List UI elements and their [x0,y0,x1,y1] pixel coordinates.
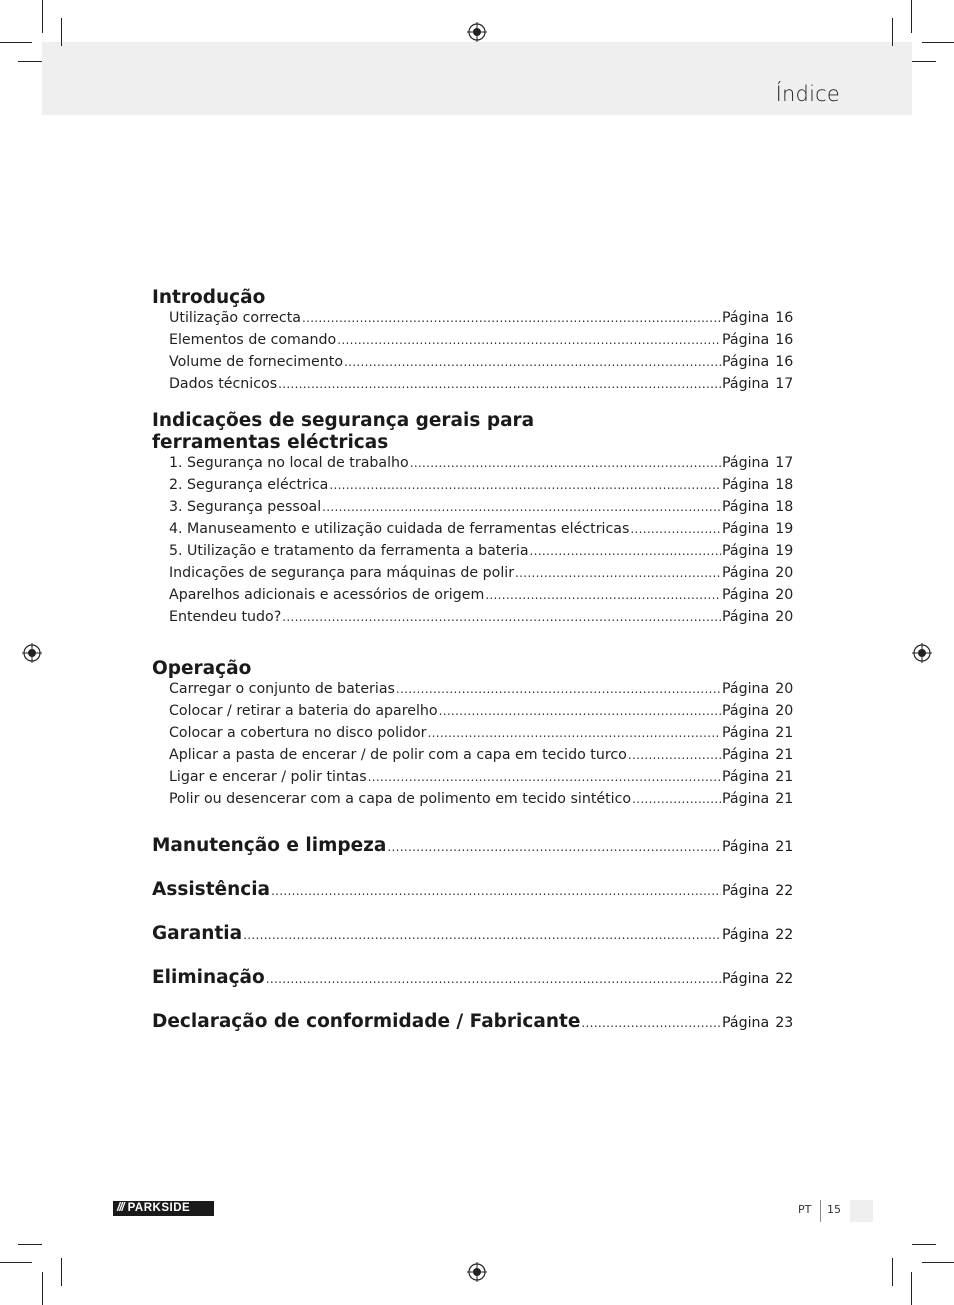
page-word: Página [722,310,770,326]
entry-label: Carregar o conjunto de baterias [169,681,395,697]
crop-mark [911,1272,912,1305]
toc-entry[interactable] [152,791,798,813]
page-number: 22 [775,883,794,899]
crop-mark [61,1258,62,1286]
footer-divider [820,1200,821,1222]
toc-entry[interactable] [152,681,798,703]
toc-entry[interactable] [152,354,798,376]
dot-leader [396,682,721,696]
entry-label: Entendeu tudo? [169,609,282,625]
toc-entry[interactable] [152,769,798,791]
entry-label: Dados técnicos [169,376,278,392]
toc-entry[interactable] [152,587,798,609]
toc-entry-manutencao[interactable] [152,835,798,879]
section-title: Indicações de segurança gerais para [152,410,535,431]
crop-mark [912,1244,936,1245]
section-title: Garantia [152,923,243,944]
dot-leader [439,704,721,718]
logo-slashes: /// [117,1202,124,1214]
toc-entry[interactable] [152,477,798,499]
parkside-logo [113,1201,214,1216]
page-word: Página [722,609,770,625]
dot-leader [368,770,721,784]
toc-section-introducao [152,287,798,410]
page-number: 21 [775,791,794,807]
entry-label: 5. Utilização e tratamento da ferramenta a bateria [169,543,529,559]
toc-entry[interactable] [152,332,798,354]
entry-label: Aparelhos adicionais e acessórios de origem [169,587,485,603]
dot-leader [271,884,721,898]
crop-mark [922,42,954,43]
dot-leader [530,544,721,558]
page-number: 20 [775,565,794,581]
page-word: Página [722,477,770,493]
registration-mark-icon [912,643,932,663]
crop-mark [18,61,42,62]
crop-mark [922,1262,954,1263]
toc-entry-eliminacao[interactable] [152,967,798,1011]
toc-entry[interactable] [152,725,798,747]
section-title: Operação [152,658,252,679]
page-word: Página [722,703,770,719]
crop-mark [42,0,43,33]
toc-section-seguranca [152,410,798,658]
page-number: 21 [775,747,794,763]
page-word: Página [722,1015,770,1031]
dot-leader [322,500,721,514]
entry-label: Ligar e encerar / polir tintas [169,769,367,785]
crop-mark [912,61,936,62]
entry-label: 1. Segurança no local de trabalho [169,455,409,471]
page-word: Página [722,971,770,987]
page-word: Página [722,543,770,559]
page-word: Página [722,521,770,537]
section-title: Introdução [152,287,266,308]
page-word: Página [722,791,770,807]
section-title: Declaração de conformidade / Fabricante [152,1011,581,1032]
dot-leader [428,726,722,740]
crop-mark [892,18,893,46]
brand-name: PARKSIDE [127,1202,191,1214]
entry-label: 3. Segurança pessoal [169,499,322,515]
page-number: 17 [775,455,794,471]
page-number: 16 [775,332,794,348]
entry-label: Elementos de comando [169,332,337,348]
registration-mark-icon [467,1262,487,1282]
section-title: Manutenção e limpeza [152,835,387,856]
page-word: Página [722,839,770,855]
toc-entry[interactable] [152,747,798,769]
page-number: 21 [775,839,794,855]
section-title: Assistência [152,879,271,900]
page-number: 20 [775,703,794,719]
crop-mark [0,1262,32,1263]
registration-mark-icon [467,22,487,42]
entry-label: Utilização correcta [169,310,301,326]
dot-leader [581,1016,721,1030]
section-title-line-2: ferramentas eléctricas [152,432,389,453]
page-word: Página [722,927,770,943]
page-word: Página [722,883,770,899]
toc-entry[interactable] [152,455,798,477]
page-word: Página [722,376,770,392]
dot-leader [410,456,721,470]
entry-label: 2. Segurança eléctrica [169,477,329,493]
toc-section-operacao [152,658,798,835]
page-number: 22 [775,927,794,943]
entry-label: Colocar / retirar a bateria do aparelho [169,703,438,719]
toc-entry[interactable] [152,565,798,587]
language-code: PT [798,1203,812,1216]
page-word: Página [722,354,770,370]
page-word: Página [722,332,770,348]
table-of-contents [152,287,798,1055]
registration-mark-icon [22,643,42,663]
page-number: 18 [775,499,794,515]
page-number: 22 [775,971,794,987]
page-word: Página [722,725,770,741]
crop-mark [18,1244,42,1245]
entry-label: 4. Manuseamento e utilização cuidada de ferramentas eléctricas [169,521,630,537]
dot-leader [266,972,721,986]
dot-leader [630,522,721,536]
page-word: Página [722,499,770,515]
toc-entry-declaracao[interactable] [152,1011,798,1055]
dot-leader [282,610,721,624]
page-word: Página [722,747,770,763]
dot-leader [337,333,721,347]
page-number: 20 [775,609,794,625]
page-number: 16 [775,354,794,370]
dot-leader [628,748,721,762]
page-number: 21 [775,725,794,741]
page-number: 19 [775,543,794,559]
page-number: 20 [775,681,794,697]
dot-leader [344,355,721,369]
crop-mark [42,1272,43,1305]
page-number: 19 [775,521,794,537]
page-word: Página [722,769,770,785]
toc-entry[interactable] [152,703,798,725]
dot-leader [329,478,721,492]
dot-leader [485,588,721,602]
toc-entry[interactable] [152,310,798,332]
page-word: Página [722,681,770,697]
page-number: 21 [775,769,794,785]
entry-label: Volume de fornecimento [169,354,344,370]
crop-mark [892,1258,893,1286]
crop-mark [911,0,912,33]
toc-entry[interactable] [152,543,798,565]
footer-tab [850,1200,873,1222]
dot-leader [278,377,721,391]
entry-label: Colocar a cobertura no disco polidor [169,725,427,741]
section-title: Eliminação [152,967,265,988]
page-title: Índice [775,82,840,106]
dot-leader [243,928,721,942]
page-word: Página [722,587,770,603]
dot-leader [302,311,721,325]
dot-leader [387,840,721,854]
toc-entry[interactable] [152,609,798,631]
crop-mark [61,18,62,46]
page-word: Página [722,565,770,581]
page-number: 17 [775,376,794,392]
dot-leader [515,566,721,580]
page-number: 16 [775,310,794,326]
dot-leader [632,792,721,806]
entry-label: Aplicar a pasta de encerar / de polir com a capa em tecido turco [169,747,627,763]
entry-label: Indicações de segurança para máquinas de polir [169,565,515,581]
toc-entry[interactable] [152,521,798,543]
toc-entry[interactable] [152,499,798,521]
page-number-footer: 15 [827,1203,841,1216]
page-number: 23 [775,1015,794,1031]
toc-entry[interactable] [152,376,798,398]
entry-label: Polir ou desencerar com a capa de polimento em tecido sintético [169,791,632,807]
crop-mark [0,42,32,43]
toc-entry-garantia[interactable] [152,923,798,967]
page-number: 18 [775,477,794,493]
toc-entry-assistencia[interactable] [152,879,798,923]
page-number: 20 [775,587,794,603]
page-word: Página [722,455,770,471]
